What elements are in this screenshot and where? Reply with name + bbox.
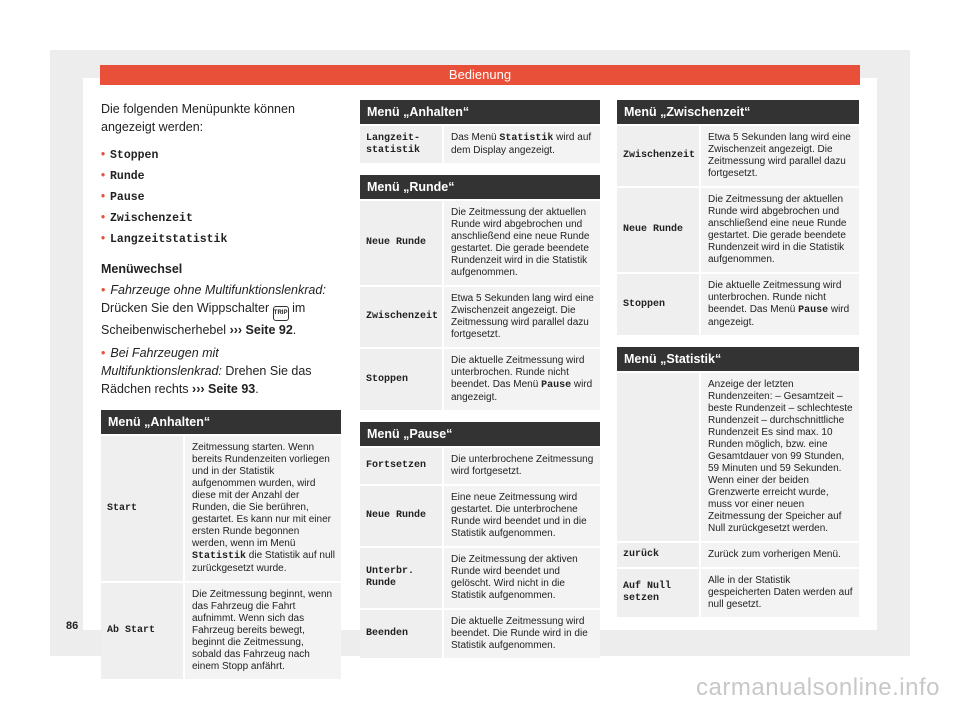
table-menu-pause bbox=[360, 422, 600, 658]
table-row bbox=[101, 583, 341, 679]
row-text: Die Zeitmessung der aktuellen Runde wird abgebrochen und anschließend eine neue Runde gestartet. Die gerade beendete Rundenzeit wird in die Statistik aufgenommen. bbox=[708, 194, 847, 265]
row-text: Die Zeitmessung beginnt, wenn das Fahrzeug die Fahrt aufnimmt. Wenn sich das Fahrzeug bereits bewegt, beginnt die Zeitmessung, sobald das Fahrzeug nach einem Stopp anfährt. bbox=[192, 589, 333, 672]
row-text: Das Menü bbox=[451, 132, 497, 143]
table-title: Menü „Pause“ bbox=[360, 422, 600, 446]
column-middle bbox=[360, 100, 600, 658]
bullet-icon: • bbox=[101, 233, 106, 245]
row-description bbox=[442, 349, 600, 410]
menu-name-code: Statistik bbox=[192, 551, 247, 562]
row-text: Die Zeitmessung der aktuellen Runde wird abgebrochen und anschließend eine neue Runde gestartet. Die gerade beendete Rundenzeit wird in die Statistik aufgenommen. bbox=[451, 207, 590, 278]
row-key: Auf Null setzen bbox=[623, 581, 672, 604]
row-text: wird angezeigt. bbox=[451, 379, 593, 403]
table-row bbox=[360, 201, 600, 285]
row-key: Neue Runde bbox=[623, 224, 684, 235]
bullet-icon: • bbox=[101, 346, 106, 360]
table-title: Menü „Anhalten“ bbox=[360, 100, 600, 124]
table-menu-runde bbox=[360, 175, 600, 410]
table-row bbox=[360, 448, 600, 484]
row-text: Die aktuelle Zeitmessung wird unterbrochen. Runde nicht beendet. Das Menü bbox=[451, 355, 585, 390]
row-description bbox=[183, 583, 341, 679]
bullet-icon: • bbox=[101, 212, 106, 224]
menuwechsel-item: • Fahrzeuge ohne Multifunktionslenkrad: Drücken Sie den Wippschalter TRIP im Scheibenwischerhebel ››› Seite 92. bbox=[101, 283, 326, 337]
row-text: Eine neue Zeitmessung wird gestartet. Die unterbrochene Runde wird beendet und in die Statistik aufgenommen. bbox=[451, 492, 587, 539]
bullet-icon: • bbox=[101, 170, 106, 182]
row-text: Die aktuelle Zeitmessung wird beendet. Die Runde wird in die Statistik aufgenommen. bbox=[451, 616, 588, 651]
table-row bbox=[617, 569, 859, 617]
row-key: Langzeit-statistik bbox=[366, 132, 421, 156]
table-menu-statistik bbox=[617, 347, 859, 617]
menu-name-code: Statistik bbox=[499, 133, 554, 144]
row-key bbox=[617, 373, 699, 541]
menuwechsel-item: • Bei Fahrzeugen mit Multifunktionslenkrad: Drehen Sie das Rädchen rechts ››› Seite 93. bbox=[101, 346, 312, 396]
table-row bbox=[617, 373, 859, 541]
option-item: • Langzeitstatistik bbox=[101, 233, 228, 246]
row-description bbox=[183, 436, 341, 581]
column-left bbox=[101, 100, 341, 679]
bullet-icon: • bbox=[101, 149, 106, 161]
table-row bbox=[617, 126, 859, 186]
table-menu-anhalten bbox=[101, 410, 341, 679]
bullet-icon: • bbox=[101, 283, 106, 297]
option-list bbox=[101, 145, 341, 250]
table-row bbox=[360, 287, 600, 347]
row-key: Fortsetzen bbox=[366, 460, 427, 471]
row-key: Unterbr. Runde bbox=[366, 566, 415, 589]
row-text: Die unterbrochene Zeitmessung wird fortgesetzt. bbox=[451, 454, 594, 477]
row-key: Neue Runde bbox=[366, 510, 427, 521]
row-text: Alle in der Statistik gespeicherten Daten werden auf null gesetzt. bbox=[708, 575, 853, 610]
row-description bbox=[699, 543, 859, 567]
option-item: • Stoppen bbox=[101, 149, 159, 162]
row-description bbox=[442, 486, 600, 546]
row-key: Neue Runde bbox=[366, 237, 427, 248]
table-menu-zwischenzeit bbox=[617, 100, 859, 335]
row-description bbox=[699, 274, 859, 335]
row-description bbox=[442, 201, 600, 285]
row-description bbox=[442, 287, 600, 347]
table-row bbox=[617, 543, 859, 567]
row-description bbox=[442, 448, 600, 484]
table-row bbox=[617, 188, 859, 272]
watermark: carmanualsonline.info bbox=[696, 674, 940, 701]
row-key: Stoppen bbox=[366, 373, 409, 385]
section-header: Bedienung bbox=[100, 65, 860, 85]
table-row bbox=[101, 436, 341, 581]
row-text: wird angezeigt. bbox=[708, 304, 850, 328]
table-row bbox=[360, 486, 600, 546]
row-text: Zurück zum vorherigen Menü. bbox=[708, 549, 841, 560]
row-text: Etwa 5 Sekunden lang wird eine Zwischenzeit angezeigt. Die Zeitmessung wird parallel dazu fortgesetzt. bbox=[708, 132, 851, 179]
option-item: • Zwischenzeit bbox=[101, 212, 193, 225]
row-description bbox=[699, 126, 859, 186]
row-description bbox=[442, 610, 600, 658]
row-description bbox=[442, 548, 600, 608]
menuwechsel-heading: Menüwechsel bbox=[101, 262, 183, 276]
row-text: Anzeige der letzten Rundenzeiten: – Gesamtzeit – beste Rundenzeit – schlechteste Rundenzeit – durchschnittliche Rundenzeit Es sind max. 10 Runden möglich, bzw. eine Gesamtdauer von 99 Stunden, 59 Minuten und 59 Sekunden. Wenn einer der beiden Grenzwerte erreicht wurde, muss vor einer neuen Zeitmessung der Speicher auf Null zurückgesetzt werden. bbox=[708, 379, 853, 534]
column-right bbox=[617, 100, 859, 617]
row-description bbox=[699, 188, 859, 272]
row-key: Stoppen bbox=[623, 298, 666, 310]
row-text: Zeitmessung starten. Wenn bereits Rundenzeiten vorliegen und in der Statistik aufgenommen wurden, wird diese mit der Anzahl der Runden, die Sie berühren, gestartet. Es kann nur mit einer ersten Runde begonnen werden, wenn im Menü bbox=[192, 442, 331, 549]
table-menu-anhalten bbox=[360, 100, 600, 163]
intro-text: Die folgenden Menüpunkte können angezeigt werden: bbox=[101, 102, 295, 134]
row-description bbox=[699, 569, 859, 617]
row-description bbox=[699, 373, 859, 541]
table-title: Menü „Zwischenzeit“ bbox=[617, 100, 859, 124]
table-row bbox=[360, 126, 600, 163]
row-text: die Statistik auf null zurückgesetzt wurde. bbox=[192, 550, 335, 574]
row-description bbox=[442, 126, 600, 163]
row-key: Zwischenzeit bbox=[366, 311, 439, 322]
table-row bbox=[360, 349, 600, 410]
row-key: zurück bbox=[623, 549, 660, 560]
page-number: 86 bbox=[66, 620, 79, 632]
table-title: Menü „Statistik“ bbox=[617, 347, 859, 371]
option-item: • Runde bbox=[101, 170, 145, 183]
page-reference-link[interactable]: ››› Seite 92 bbox=[229, 323, 293, 337]
row-key: Beenden bbox=[366, 628, 409, 639]
menu-name-code: Pause bbox=[798, 305, 829, 316]
row-text: Die Zeitmessung der aktiven Runde wird beendet und gelöscht. Wird nicht in die Statistik aufgenommen. bbox=[451, 554, 578, 601]
bullet-icon: • bbox=[101, 191, 106, 203]
row-text: Etwa 5 Sekunden lang wird eine Zwischenzeit angezeigt. Die Zeitmessung wird parallel dazu fortgesetzt. bbox=[451, 293, 594, 340]
table-row bbox=[360, 548, 600, 608]
row-key: Ab Start bbox=[107, 625, 156, 636]
table-title: Menü „Runde“ bbox=[360, 175, 600, 199]
trip-button-icon: TRIP bbox=[273, 306, 289, 321]
row-key: Start bbox=[107, 502, 138, 514]
option-item: • Pause bbox=[101, 191, 145, 204]
menu-name-code: Pause bbox=[541, 380, 572, 391]
row-text: Die aktuelle Zeitmessung wird unterbrochen. Runde nicht beendet. Das Menü bbox=[708, 280, 842, 315]
page-reference-link[interactable]: ››› Seite 93 bbox=[192, 382, 256, 396]
table-row bbox=[360, 610, 600, 658]
table-title: Menü „Anhalten“ bbox=[101, 410, 341, 434]
row-text: wird auf dem Display angezeigt. bbox=[451, 132, 592, 156]
table-row bbox=[617, 274, 859, 335]
row-key: Zwischenzeit bbox=[623, 150, 696, 161]
